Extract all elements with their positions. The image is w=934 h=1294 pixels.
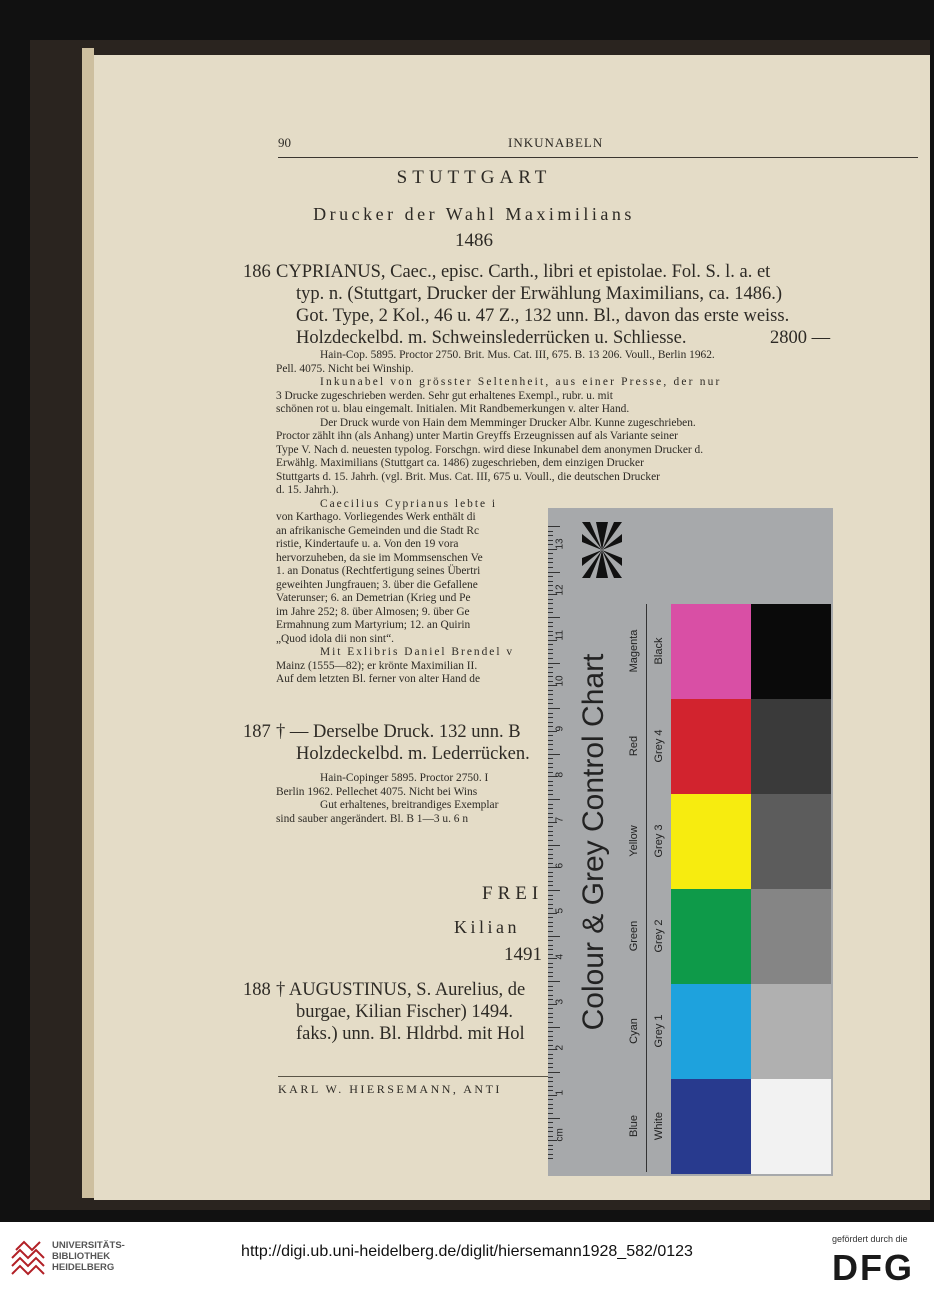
note-line: Gut erhaltenes, breitrandiges Exemplar xyxy=(320,799,499,811)
ruler-tick xyxy=(548,708,560,709)
ruler-tick xyxy=(548,758,553,759)
swatch-grid xyxy=(671,604,831,1172)
section-place: STUTTGART xyxy=(396,167,552,188)
ruler-tick xyxy=(548,699,553,700)
note-line: Ermahnung zum Martyrium; 12. an Quirin xyxy=(276,619,471,631)
ruler-number: 9 xyxy=(554,725,566,732)
page-edge xyxy=(82,48,94,1198)
color-swatch xyxy=(671,794,751,889)
grey-label: White xyxy=(653,1111,665,1140)
ruler-tick xyxy=(548,863,553,864)
ruler-tick xyxy=(548,558,553,559)
ruler-tick xyxy=(548,990,553,991)
ruler-tick xyxy=(548,1027,560,1028)
cm-ruler xyxy=(548,508,568,1176)
ruler-tick xyxy=(548,840,553,841)
note-line: Caecilius Cyprianus lebte i xyxy=(320,498,498,510)
ruler-number: 11 xyxy=(554,630,566,641)
ruler-tick xyxy=(548,936,560,937)
ruler-tick xyxy=(548,1017,553,1018)
ruler-number: 6 xyxy=(554,862,566,868)
ruler-tick xyxy=(548,931,553,932)
ruler-tick xyxy=(548,1031,553,1032)
note-line: geweihten Jungfrauen; 3. über die Gefallene xyxy=(276,579,478,591)
ruler-tick xyxy=(548,1149,553,1150)
ruler-tick xyxy=(548,676,553,677)
color-swatch xyxy=(671,984,751,1079)
entry-number: 187 xyxy=(243,722,271,742)
entry-line: Holzdeckelbd. m. Lederrücken. xyxy=(296,744,530,764)
ruler-tick xyxy=(548,1077,553,1078)
ruler-tick xyxy=(548,726,553,727)
ruler-tick xyxy=(548,917,553,918)
ruler-tick xyxy=(548,804,553,805)
note-line: Der Druck wurde von Hain dem Memminger Drucker Albr. Kunne zugeschrieben. xyxy=(320,417,696,429)
grey-label: Grey 4 xyxy=(653,728,665,763)
ruler-tick xyxy=(548,785,553,786)
ruler-tick xyxy=(548,735,553,736)
ruler-tick xyxy=(548,599,553,600)
ruler-tick xyxy=(548,1045,553,1046)
ruler-tick xyxy=(548,1063,553,1064)
ruler-tick xyxy=(548,845,560,846)
ruler-tick xyxy=(548,831,553,832)
color-label: Magenta xyxy=(628,629,640,672)
ruler-tick xyxy=(548,744,553,745)
note-line: Proctor zählt ihn (als Anhang) unter Martin Greyffs Erzeugnissen auf als Variante seiner xyxy=(276,430,678,442)
ruler-tick xyxy=(548,881,553,882)
grey-label-column xyxy=(646,604,671,1172)
ruler-tick xyxy=(548,876,553,877)
ruler-tick xyxy=(548,672,553,673)
note-line: Stuttgarts d. 15. Jahrh. (vgl. Brit. Mus. Cat. III, 675 u. Voull., die deutschen Drucker xyxy=(276,471,660,483)
note-line: schönen rot u. blau eingemalt. Initialen. Mit Randbemerkungen v. alter Hand. xyxy=(276,403,630,415)
ruler-tick xyxy=(548,858,553,859)
ruler-tick xyxy=(548,899,553,900)
ruler-tick xyxy=(548,740,553,741)
ruler-tick xyxy=(548,553,553,554)
ruler-tick xyxy=(548,631,553,632)
ruler-tick xyxy=(548,890,560,891)
note-line: Auf dem letzten Bl. ferner von alter Hand de xyxy=(276,673,481,685)
entry-line: Holzdeckelbd. m. Schweinslederrücken u. Schliesse. xyxy=(296,328,687,348)
ruler-tick xyxy=(548,526,560,527)
ruler-tick xyxy=(548,694,553,695)
note-line: Hain-Copinger 5895. Proctor 2750. I xyxy=(320,772,489,784)
note-line: von Karthago. Vorliegendes Werk enthält di xyxy=(276,511,476,523)
ruler-tick xyxy=(548,612,553,613)
ruler-tick xyxy=(548,1058,553,1059)
ruler-tick xyxy=(548,999,553,1000)
ruler-tick xyxy=(548,1022,553,1023)
ruler-tick xyxy=(548,703,553,704)
entry-line: Got. Type, 2 Kol., 46 u. 47 Z., 132 unn. Bl., davon das erste weiss. xyxy=(296,306,790,326)
ruler-tick xyxy=(548,603,553,604)
color-label-column xyxy=(622,604,646,1172)
grey-swatch xyxy=(751,794,831,889)
note-line: 1. an Donatus (Rechtfertigung seines Übertri xyxy=(276,565,481,577)
note-line: Pell. 4075. Nicht bei Winship. xyxy=(276,363,414,375)
ruler-tick xyxy=(548,585,553,586)
ruler-tick xyxy=(548,540,553,541)
grey-label: Grey 2 xyxy=(653,918,665,953)
ruler-tick xyxy=(548,681,553,682)
ruler-tick xyxy=(548,967,553,968)
grey-label: Grey 1 xyxy=(653,1013,665,1048)
ruler-tick xyxy=(548,808,553,809)
grey-label: Grey 3 xyxy=(653,823,665,858)
running-head xyxy=(278,135,918,158)
note-line: Berlin 1962. Pellechet 4075. Nicht bei Wins xyxy=(276,786,478,798)
entry-line: faks.) unn. Bl. Hldrbd. mit Hol xyxy=(296,1024,525,1044)
ruler-tick xyxy=(548,567,553,568)
ruler-number: 5 xyxy=(554,907,566,914)
ruler-tick xyxy=(548,1118,560,1119)
ruler-tick xyxy=(548,949,553,950)
grey-swatch xyxy=(751,889,831,984)
ruler-tick xyxy=(548,1136,553,1137)
ruler-tick xyxy=(548,799,560,800)
entry-line: CYPRIANUS, Caec., episc. Carth., libri et epistolae. Fol. S. l. a. et xyxy=(276,262,771,282)
source-url[interactable]: http://digi.ub.uni-heidelberg.de/diglit/hiersemann1928_582/0123 xyxy=(241,1243,693,1260)
ruler-tick xyxy=(548,981,560,982)
ruler-tick xyxy=(548,872,553,873)
ruler-tick xyxy=(548,976,553,977)
ruler-tick xyxy=(548,581,553,582)
entry-line: † AUGUSTINUS, S. Aurelius, de xyxy=(276,980,526,1000)
ruler-tick xyxy=(548,954,553,955)
ruler-tick xyxy=(548,945,553,946)
entry-number: 188 xyxy=(243,980,271,1000)
ruler-tick xyxy=(548,754,560,755)
ruler-tick xyxy=(548,749,553,750)
dfg-logo: DFG xyxy=(832,1247,914,1288)
color-label: Yellow xyxy=(628,824,640,857)
ruler-tick xyxy=(548,813,553,814)
note-line: Hain-Cop. 5895. Proctor 2750. Brit. Mus. Cat. III, 675. B. 13 206. Voull., Berlin 1962. xyxy=(320,349,715,361)
ruler-tick xyxy=(548,590,553,591)
ruler-tick xyxy=(548,1131,553,1132)
funding-caption: gefördert durch die xyxy=(832,1234,908,1244)
ruler-number: 3 xyxy=(554,998,566,1005)
ruler-tick xyxy=(548,576,553,577)
ruler-tick xyxy=(548,544,553,545)
ruler-tick xyxy=(548,1104,553,1105)
ruler-tick xyxy=(548,772,553,773)
ruler-number: 13 xyxy=(554,538,566,550)
ruler-tick xyxy=(548,722,553,723)
ruler-tick xyxy=(548,922,553,923)
ruler-tick xyxy=(548,1158,553,1159)
ruler-tick xyxy=(548,690,553,691)
ruler-tick xyxy=(548,986,553,987)
note-line: Vaterunser; 6. an Demetrian (Krieg und Pe xyxy=(276,592,471,604)
ruler-number: 8 xyxy=(554,771,566,777)
entry-line: burgae, Kilian Fischer) 1494. xyxy=(296,1002,513,1022)
ruler-tick xyxy=(548,972,553,973)
section2-place: FREI xyxy=(482,883,544,904)
ruler-tick xyxy=(548,794,553,795)
note-line: sind sauber angerändert. Bl. B 1—3 u. 6 n xyxy=(276,813,469,825)
ruler-number: 12 xyxy=(554,583,566,595)
ruler-tick xyxy=(548,1054,553,1055)
grey-swatch xyxy=(751,604,831,699)
ruler-tick xyxy=(548,658,553,659)
bottom-banner xyxy=(0,1222,934,1294)
color-label: Red xyxy=(628,735,640,756)
section-printer: Drucker der Wahl Maximilians xyxy=(313,204,635,224)
entry-number: 186 xyxy=(243,262,271,282)
ruler-number: 10 xyxy=(554,674,566,686)
note-line: Erwählg. Maximilians (Stuttgart ca. 1486) zugeschrieben, dem einzigen Drucker xyxy=(276,457,644,469)
ruler-tick xyxy=(548,562,553,563)
ruler-tick xyxy=(548,626,553,627)
note-line: „Quod idola dii non sint“. xyxy=(276,633,395,645)
note-line: an afrikanische Gemeinden und die Stadt Rc xyxy=(276,525,480,537)
ruler-tick xyxy=(548,535,553,536)
grey-swatch xyxy=(751,699,831,794)
ruler-tick xyxy=(548,617,560,618)
ruler-tick xyxy=(548,1013,553,1014)
note-line: im Jahre 252; 8. über Almosen; 9. über Ge xyxy=(276,606,470,618)
chart-title: Colour & Grey Control Chart xyxy=(577,653,610,1031)
entry-price: 2800 — xyxy=(770,328,831,348)
ruler-tick xyxy=(548,1067,553,1068)
note-line: d. 15. Jahrh.). xyxy=(276,484,339,496)
ruler-tick xyxy=(548,854,553,855)
ruler-tick xyxy=(548,963,553,964)
ruler-tick xyxy=(548,835,553,836)
color-label: Green xyxy=(628,920,640,951)
ruler-tick xyxy=(548,667,553,668)
ruler-tick xyxy=(548,653,553,654)
ruler-tick xyxy=(548,1090,553,1091)
ruler-tick xyxy=(548,1036,553,1037)
ruler-tick xyxy=(548,904,553,905)
entry-line: typ. n. (Stuttgart, Drucker der Erwählung Maximilians, ca. 1486.) xyxy=(296,284,783,304)
ruler-tick xyxy=(548,781,553,782)
ruler-tick xyxy=(548,531,553,532)
ruler-tick xyxy=(548,908,553,909)
ruler-number: 2 xyxy=(554,1044,566,1050)
ruler-number: cm xyxy=(554,1127,566,1141)
ruler-tick xyxy=(548,885,553,886)
note-line: Type V. Nach d. neuesten typolog. Forschgn. wird diese Inkunabel dem anonymen Drucker d. xyxy=(276,444,704,456)
ruler-tick xyxy=(548,926,553,927)
ruler-tick xyxy=(548,663,560,664)
ruler-tick xyxy=(548,995,553,996)
ruler-tick xyxy=(548,1008,553,1009)
ruler-tick xyxy=(548,1145,553,1146)
ruler-tick xyxy=(548,1154,553,1155)
ruler-tick xyxy=(548,635,553,636)
ruler-tick xyxy=(548,1081,553,1082)
note-line: Inkunabel von grösster Seltenheit, aus einer Presse, der nur xyxy=(320,376,722,388)
ruler-tick xyxy=(548,713,553,714)
ruler-tick xyxy=(548,717,553,718)
grey-label: Black xyxy=(653,637,665,664)
ruler-tick xyxy=(548,622,553,623)
ruler-number: 4 xyxy=(554,953,566,959)
ruler-tick xyxy=(548,1072,560,1073)
ruler-tick xyxy=(548,1113,553,1114)
ruler-tick xyxy=(548,1122,553,1123)
ruler-number: 7 xyxy=(554,816,566,823)
ruler-tick xyxy=(548,1086,553,1087)
color-swatch xyxy=(671,604,751,699)
ruler-number: 1 xyxy=(554,1089,566,1096)
university-name: UNIVERSITÄTS- BIBLIOTHEK HEIDELBERG xyxy=(52,1240,125,1273)
publisher-footer: KARL W. HIERSEMANN, ANTI xyxy=(278,1082,502,1096)
color-swatch xyxy=(671,1079,751,1174)
ruler-tick xyxy=(548,1099,553,1100)
section2-year: 1491 xyxy=(504,944,542,965)
ruler-tick xyxy=(548,572,560,573)
ruler-tick xyxy=(548,649,553,650)
ruler-tick xyxy=(548,895,553,896)
running-title: INKUNABELN xyxy=(508,135,604,150)
color-swatch xyxy=(671,889,751,984)
note-line: hervorzuheben, da sie im Mommsenschen Ve xyxy=(276,552,483,564)
ruler-tick xyxy=(548,817,553,818)
ruler-tick xyxy=(548,644,553,645)
ruler-tick xyxy=(548,940,553,941)
section2-printer: Kilian xyxy=(454,917,520,937)
grey-swatch xyxy=(751,1079,831,1174)
ruler-tick xyxy=(548,1040,553,1041)
ruler-tick xyxy=(548,767,553,768)
ruler-tick xyxy=(548,1108,553,1109)
color-label: Blue xyxy=(628,1114,640,1137)
note-line: 3 Drucke zugeschrieben werden. Sehr gut erhaltenes Exempl., rubr. u. mit xyxy=(276,390,613,402)
color-label: Cyan xyxy=(628,1017,640,1044)
note-line: Mit Exlibris Daniel Brendel v xyxy=(320,646,515,658)
ruler-tick xyxy=(548,826,553,827)
ruler-tick xyxy=(548,849,553,850)
colour-control-chart xyxy=(548,508,833,1176)
note-line: ristie, Kindertaufe u. a. Von den 19 vora xyxy=(276,538,459,550)
ruler-tick xyxy=(548,763,553,764)
ruler-tick xyxy=(548,608,553,609)
page-number: 90 xyxy=(278,135,291,150)
entry-line: † — Derselbe Druck. 132 unn. B xyxy=(276,722,521,742)
ruler-tick xyxy=(548,790,553,791)
ruler-tick xyxy=(548,1127,553,1128)
section-year: 1486 xyxy=(455,230,493,251)
color-swatch xyxy=(671,699,751,794)
note-line: Mainz (1555—82); er krönte Maximilian II. xyxy=(276,660,478,672)
grey-swatch xyxy=(751,984,831,1079)
